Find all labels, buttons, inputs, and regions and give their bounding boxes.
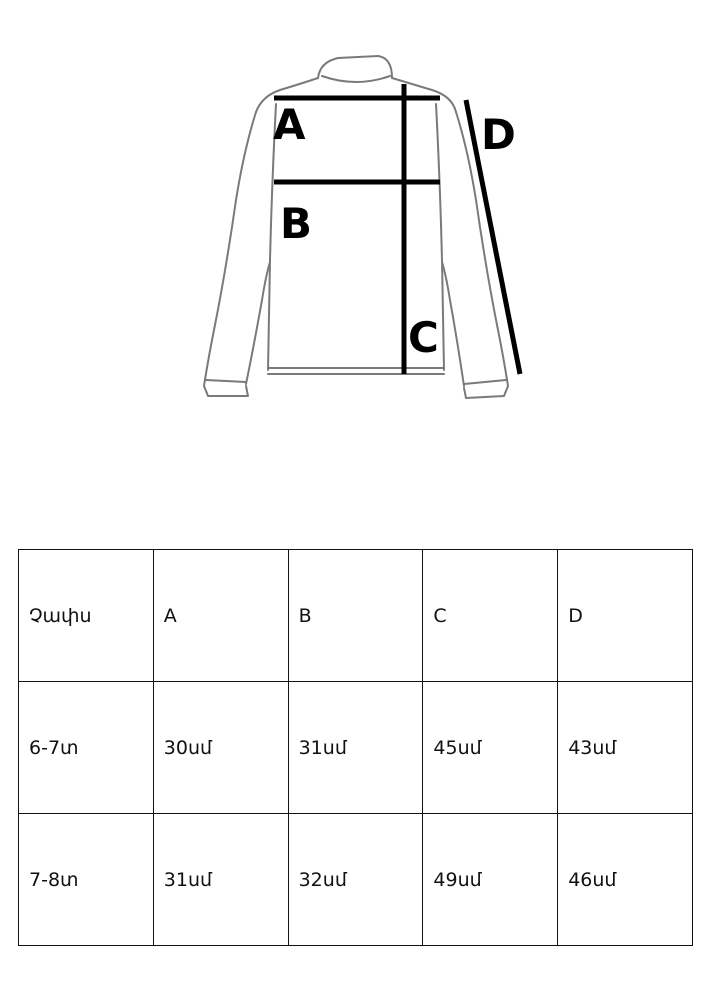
sweater-diagram-svg xyxy=(0,0,707,430)
marker-d: D xyxy=(481,110,516,159)
table-row xyxy=(19,814,693,946)
row-cell-b: 32սմ xyxy=(288,814,423,946)
marker-c: C xyxy=(408,313,439,362)
row-cell-c: 49սմ xyxy=(423,814,558,946)
marker-a: A xyxy=(273,100,306,149)
table-header-row xyxy=(19,550,693,682)
row-cell-d: 43սմ xyxy=(558,682,693,814)
row-cell-a: 30սմ xyxy=(153,682,288,814)
header-cell-c: C xyxy=(423,550,558,682)
measurement-diagram xyxy=(0,0,707,430)
size-chart-table xyxy=(18,549,693,946)
row-cell-a: 31սմ xyxy=(153,814,288,946)
header-cell-b: B xyxy=(288,550,423,682)
row-cell-d: 46սմ xyxy=(558,814,693,946)
header-cell-size: Չափս xyxy=(19,550,154,682)
row-cell-b: 31սմ xyxy=(288,682,423,814)
marker-b: B xyxy=(280,199,313,248)
row-size-cell: 6-7տ xyxy=(19,682,154,814)
row-size-cell: 7-8տ xyxy=(19,814,154,946)
header-cell-a: A xyxy=(153,550,288,682)
row-cell-c: 45սմ xyxy=(423,682,558,814)
table-row xyxy=(19,682,693,814)
long-sleeve-turtleneck-icon xyxy=(204,56,508,398)
header-cell-d: D xyxy=(558,550,693,682)
